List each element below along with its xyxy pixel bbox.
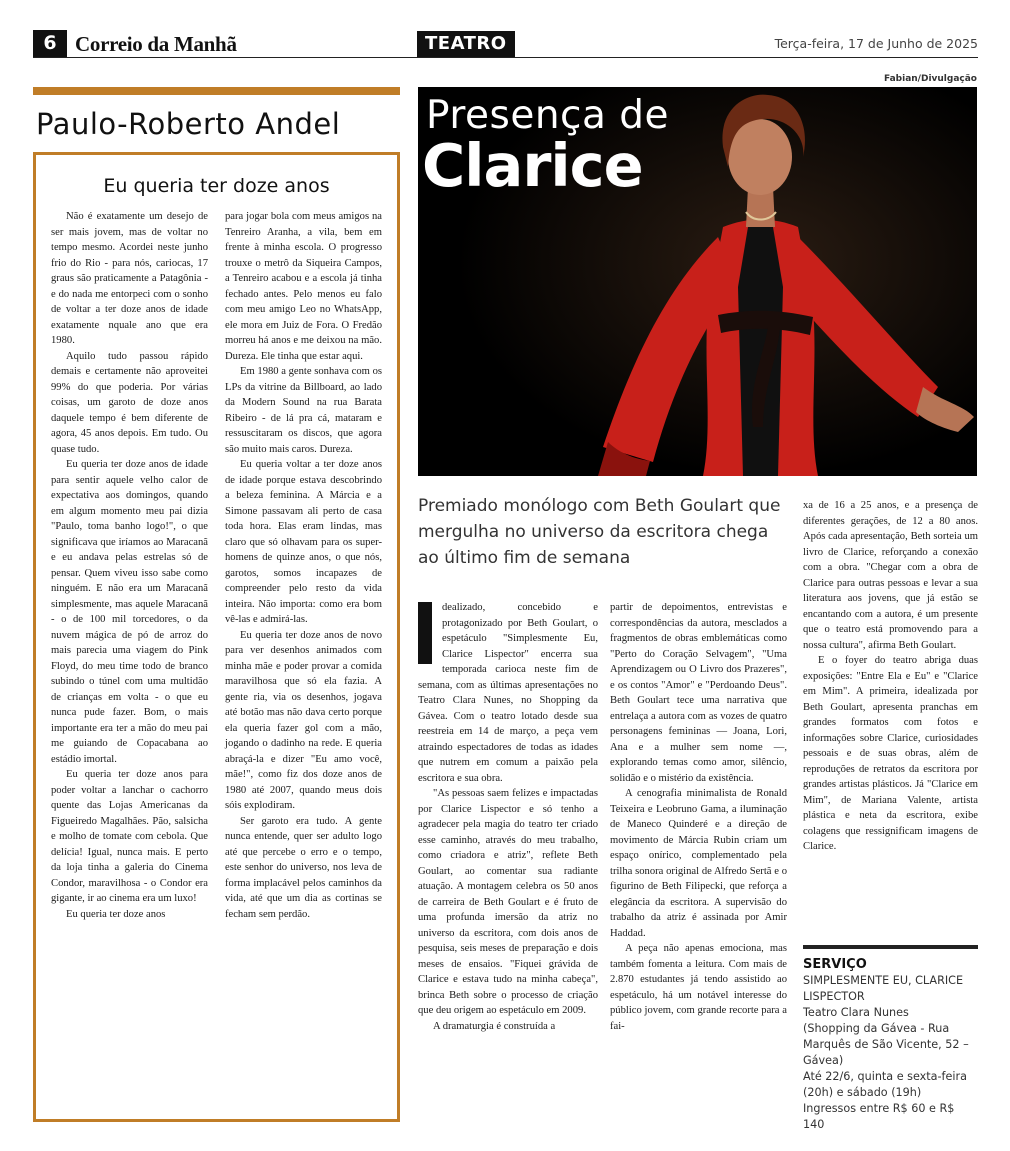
newspaper-name: Correio da Manhã — [75, 32, 237, 56]
paragraph: Eu queria ter doze anos de idade para sentir aquele velho calor de expectativa aos domingos, quando em algum momento meu pai dizia "Paulo, toma banho logo!", o que significava que iríamos ao Maracanã e eu andava pelas estrelas só de pensar. Quem viveu isso sabe como ninguém. E não era um Maracanã simplesmente, mas aquele Maracanã - o de 100 mil torcedores, o da nuvem mágica de pó de arroz do mais parecia uma viagem do Pink Floyd, do meu time todo de branco subindo o túnel com uma multidão de crianças em volta - o que eu nunca pude fazer. Bom, o mais importante era ter a mão do meu pai me guiando de Copacabana ao estádio imortal. — [51, 459, 208, 765]
paragraph: Eu queria ter doze anos — [66, 908, 166, 920]
paragraph: Aquilo tudo passou rápido demais e certamente não aproveitei 99% do que poderia. Por várias coisas, um garoto de doze anos daquele tempo é bem diferente de agora, 45 anos depois. Em tudo. Ou quase tudo. — [51, 350, 208, 455]
feature-photo — [418, 87, 977, 476]
service-venue: Teatro Clara Nunes — [803, 1006, 909, 1019]
paragraph: partir de depoimentos, entrevistas e correspondências da autora, mesclados a fragmentos de obras emblemáticas como "Perto do Coração Selvagem", "Uma Aprendizagem ou O Livro dos Prazeres", e os contos "Amor" e "Perdoando Deus". Beth Goulart tece uma narrativa que entrelaça a autora com as vozes de quatro personagens femininas — Joana, Lori, Ana e a mulher sem nome —, explorando temas como amor, silêncio, solidão e o mistério da existência. — [610, 602, 787, 784]
service-show: SIMPLESMENTE EU, CLARICE LISPECTOR — [803, 974, 964, 1003]
paragraph: "As pessoas saem felizes e impactadas por Clarice Lispector e só tenho a agradecer pela magia do teatro ter criado esse caminho, através do meu trabalho, como criadora e atriz", reflete Beth Goulart, ao comentar sua radiante atuação. A montagem celebra os 50 anos de carreira de Beth Goulart e é fruto de uma profunda imersão da atriz no universo da escritora, com dois anos de pesquisa, seis meses de preparação e dois meses de ensaios. "Fiquei grávida de Clarice e estava tudo na minha cabeça", brinca Beth sobre o processo de criação que deu origem ao espetáculo em 2009. — [418, 788, 598, 1016]
paragraph: A dramaturgia é construída a — [433, 1020, 556, 1032]
column-title: Eu queria ter doze anos — [103, 175, 330, 197]
paragraph: Eu queria ter doze anos de novo para ver desenhos animados com minha mãe e poder provar a comida maravilhosa que só ela fazia. A gente ria, via os desenhos, jogava até botão mas não dava certo porque ela queria fazer gol com a mão, jogando o dadinho na rede. E queria abraçá-la e dizer "Eu amo você, mãe!", como fiz dos doze anos de 1980 até 2007, quando meus dois sóis explodiram. — [225, 629, 382, 811]
page-number: 6 — [33, 30, 67, 57]
paragraph: Em 1980 a gente sonhava com os LPs da vitrine da Billboard, ao lado da Modern Sound na rua Barata Ribeiro - de lá pra cá, mataram e ressuscitaram os discos, que agora são muito mais caros. Dureza. — [225, 366, 382, 455]
column-text-1 — [51, 209, 208, 922]
article-col-2 — [610, 600, 787, 1034]
article-col-1 — [418, 600, 598, 1034]
service-schedule: Até 22/6, quinta e sexta-feira (20h) e sábado (19h) — [803, 1070, 967, 1099]
issue-date: Terça-feira, 17 de Junho de 2025 — [774, 36, 978, 51]
article-col-3 — [803, 498, 978, 855]
headline-main: Clarice — [422, 131, 643, 200]
column-text-2 — [225, 209, 382, 922]
paragraph: E o foyer do teatro abriga duas exposições: "Entre Ela e Eu" e "Clarice em Mim". A primeira, idealizada por Beth Goulart, apresenta pranchas em grandes formatos com fotos e informações sobre Clarice, curiosidades pessoais e de suas obras, além de reproduções de retratos da escritora por grandes artistas plásticos. Já "Clarice em Mim", de Mariana Valente, artista plástica e neta da escritora, exibe colagens que ressignificam imagens de Clarice. — [803, 655, 978, 852]
lead-text: dealizado, concebido e protagonizado por Beth Goulart, o espetáculo "Simplesmente Eu, Clarice Lispector" encerra sua temporada carioca neste fim de semana, com as últimas apresentações no Teatro Clara Nunes, no Shopping da Gávea. Com o teatro lotado desde sua reestreia em 14 de março, a peça vem atraindo espectadores de todas as idades que nutrem em comum a paixão pela escritora e sua obra. — [418, 602, 598, 784]
headline-top: Presença de — [426, 93, 670, 138]
column-accent-bar — [33, 87, 400, 95]
page-header — [33, 30, 978, 58]
subheadline: Premiado monólogo com Beth Goulart que mergulha no universo da escritora chega ao último fim de semana — [418, 496, 781, 568]
service-title: SERVIÇO — [803, 957, 867, 972]
column-box — [33, 152, 400, 1122]
paragraph: Não é exatamente um desejo de ser mais jovem, mas de voltar no tempo mesmo. Acordei neste junho frio do Rio - para nós, cariocas, 17 graus são praticamente a Patagônia - e do nada me entorpeci com o sonho de voltar a ter doze anos de idade exatamente nquale ano que era 1980. — [51, 211, 208, 346]
service-box — [803, 945, 978, 1133]
service-prices: Ingressos entre R$ 60 e R$ 140 — [803, 1102, 955, 1131]
paragraph: Eu queria ter doze anos para poder voltar a lanchar o cachorro quente das Lojas Americanas da Figueiredo Magalhães. Pão, salsicha e molho de tomate com cebola. Que delícia! Igual, nunca mais. E perto da loja tinha a galeria do Cinema Condor, maravilhosa - o Condor era gigante, ir ao cinema era um luxo! — [51, 769, 208, 904]
paragraph: A peça não apenas emociona, mas também fomenta a leitura. Com mais de 2.870 estudantes já tendo assistido ao espetáculo, há um notável interesse do público jovem, com grande recorte para a fai- — [610, 943, 787, 1032]
service-address: (Shopping da Gávea - Rua Marquês de São Vicente, 52 – Gávea) — [803, 1022, 969, 1067]
paragraph — [418, 600, 598, 786]
paragraph: para jogar bola com meus amigos na Tenreiro Aranha, a vila, bem em frente à minha escola. O progresso trouxe o metrô da Siqueira Campos, a Tenreiro acabou e a escola já tinha fechado antes. Pelo menos eu falo com meu amigo Leo no WhatsApp, ele mora em Juiz de Fora. O Fredão morreu há anos e me deixou na mão. Dureza. Ele tinha que estar aqui. — [225, 211, 382, 362]
photo-credit: Fabian/Divulgação — [883, 74, 977, 84]
paragraph: Ser garoto era tudo. A gente nunca entende, quer ser adulto logo até que percebe o erro e o tempo, este senhor do universo, nos leva de forma implacável pelos caminhos da vida, até que um dia as cortinas se fecham sem perdão. — [225, 815, 382, 920]
section-label: TEATRO — [417, 31, 515, 57]
paragraph: A cenografia minimalista de Ronald Teixeira e Leobruno Gama, a iluminação de Maneco Quinderé e a direção de movimento de Márcia Rubin criam um espaço onírico, complementado pela trilha sonora original de Alfredo Sertã e o figurino de Beth Filipecki, que reforça a elegância da escritora. A supervisão do trabalho da atriz é assinada por Amir Haddad. — [610, 788, 787, 939]
drop-cap — [418, 602, 432, 664]
paragraph: xa de 16 a 25 anos, e a presença de diferentes gerações, de 12 a 80 anos. Após cada apresentação, Beth sorteia um livro de Clarice, reforçando a conexão com a obra. "Chegar com a obra de Clarice para outras pessoas e levar a sua literatura aos jovens, que já estão se encantando com a autora, é um presente que o teatro está promovendo para a nossa cultura", afirma Beth Goulart. — [803, 500, 978, 651]
column-author: Paulo-Roberto Andel — [36, 107, 341, 141]
paragraph: Eu queria voltar a ter doze anos de idade porque estava descobrindo a beleza feminina. A Márcia e a Simone passavam ali perto de casa toda hora. Elas eram lindas, mas claro que só olhavam para os super-homens de quinze anos, o que nós, garotos, somos incapazes de compreender pelo resto da vida inteira. Não importa: como era bom vê-las e admirá-las. — [225, 459, 382, 625]
